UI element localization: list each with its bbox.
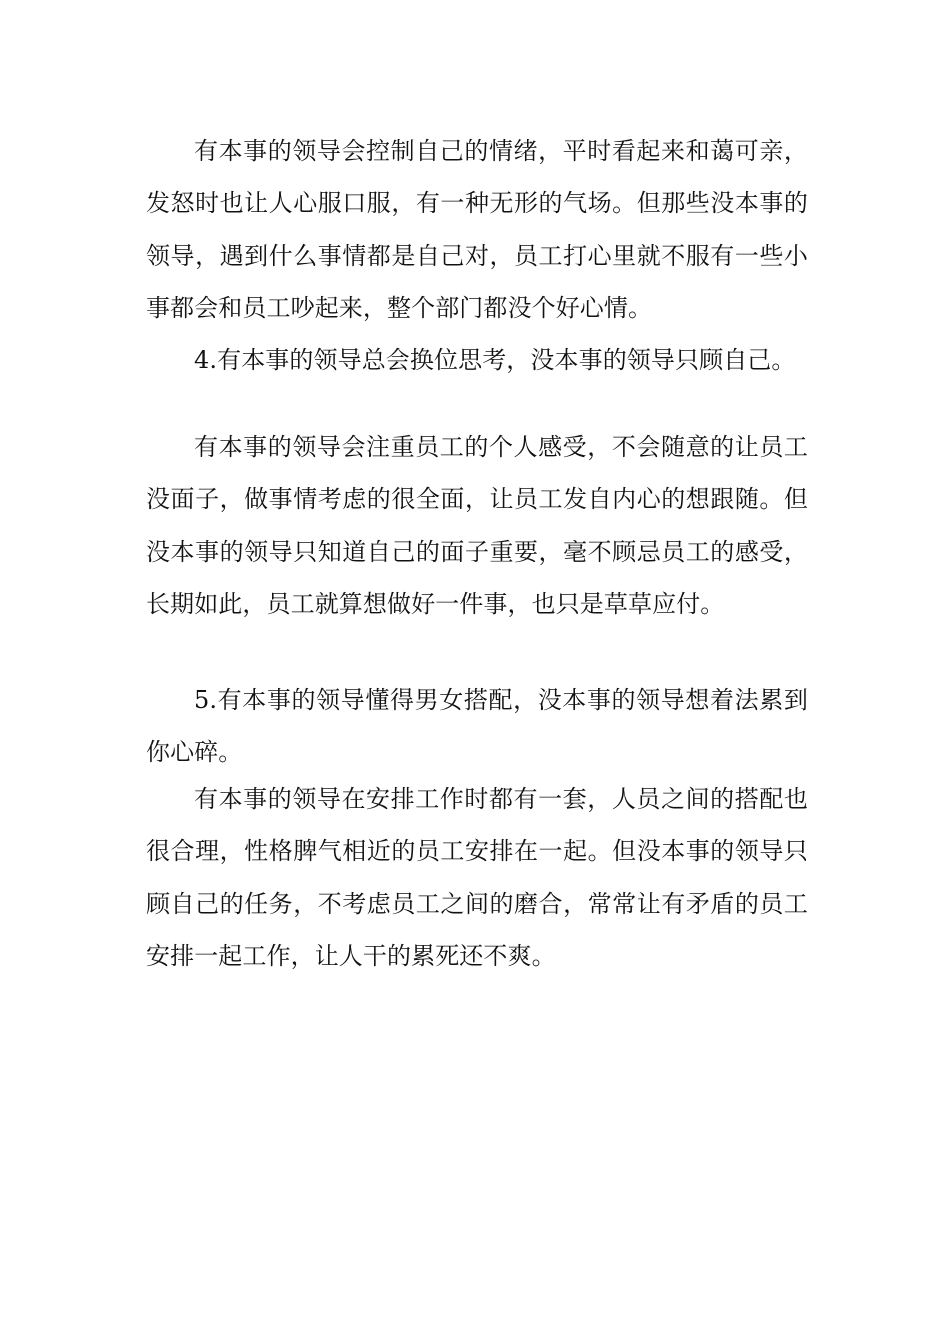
- paragraph-team-arrangement: 有本事的领导在安排工作时都有一套，人员之间的搭配也很合理，性格脾气相近的员工安排在一起。但没本事的领导只顾自己的任务，不考虑员工之间的磨合，常常让有矛盾的员工安排一起工作，让人干的累死还不爽。: [146, 785, 808, 971]
- paragraph-employee-feelings: 有本事的领导会注重员工的个人感受，不会随意的让员工没面子，做事情考虑的很全面，让员工发自内心的想跟随。但没本事的领导只知道自己的面子重要，毫不顾忌员工的感受，长期如此，员工就算想做好一件事，也只是草草应付。: [146, 433, 808, 619]
- heading-point-5: 5.有本事的领导懂得男女搭配，没本事的领导想着法累到你心碎。: [146, 686, 808, 767]
- paragraph-emotion-control: 有本事的领导会控制自己的情绪，平时看起来和蔼可亲，发怒时也让人心服口服，有一种无形的气场。但那些没本事的领导，遇到什么事情都是自己对，员工打心里就不服有一些小事都会和员工吵起来，整个部门都没个好心情。: [146, 137, 808, 323]
- heading-point-4: 4.有本事的领导总会换位思考，没本事的领导只顾自己。: [194, 346, 796, 374]
